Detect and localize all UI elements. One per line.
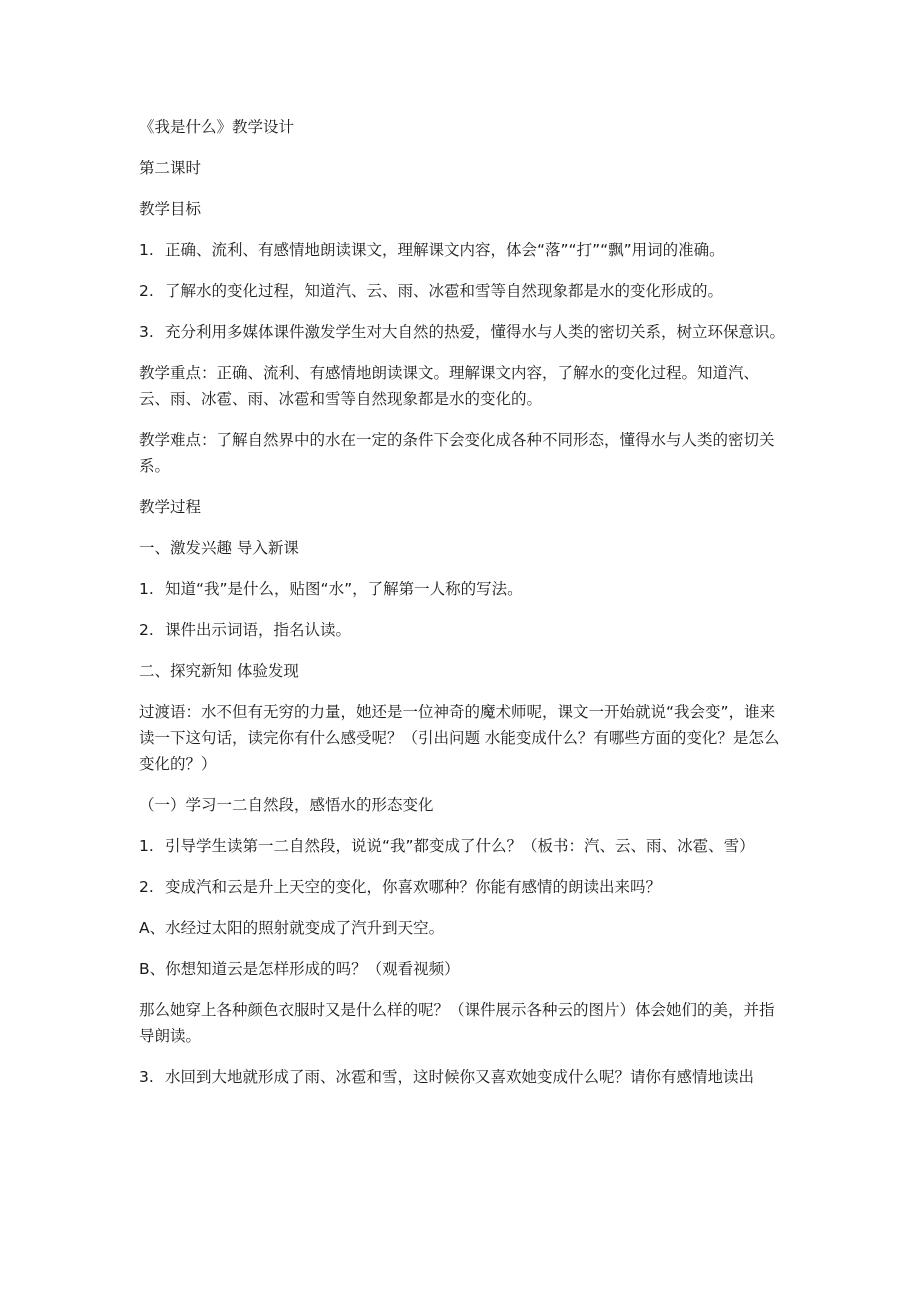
document-page [139, 114, 789, 1105]
clothes-text: 那么她穿上各种颜色衣服时又是什么样的呢？（课件展示各种云的图片）体会她们的美，并指导朗读。 [139, 1001, 775, 1045]
document-title: 《我是什么》教学设计 [139, 118, 295, 136]
goals-heading: 教学目标 [139, 200, 202, 218]
goal-number: 1. [139, 241, 154, 259]
difficulties: 教学难点：了解自然界中的水在一定的条件下会变化成各种不同形态，懂得水与人类的密切关系。 [139, 431, 775, 475]
list-item [139, 617, 789, 643]
item-text: 水回到大地就形成了雨、冰雹和雪，这时候你又喜欢她变成什么呢？请你有感情地读出 [165, 1068, 755, 1086]
item-number: 2. [139, 878, 154, 896]
goal-item [139, 319, 789, 345]
item-number: 2. [139, 621, 154, 639]
goal-number: 3. [139, 323, 154, 341]
key-points: 教学重点：正确、流利、有感情地朗读课文。理解课文内容，了解水的变化过程。知道汽、云、雨、冰雹、雨、冰雹和雪等自然现象都是水的变化的。 [139, 364, 760, 408]
list-item [139, 833, 789, 859]
item-text: 知道“我”是什么，贴图“水”，了解第一人称的写法。 [165, 580, 523, 598]
sub-heading: （一）学习一二自然段，感悟水的形态变化 [139, 796, 434, 814]
item-number: 3. [139, 1068, 154, 1086]
process-heading: 教学过程 [139, 498, 202, 516]
item-number: 1. [139, 837, 154, 855]
list-item [139, 1064, 789, 1090]
item-text: 课件出示词语，指名认读。 [165, 621, 352, 639]
item-number: 1. [139, 580, 154, 598]
goal-text: 充分利用多媒体课件激发学生对大自然的热爱，懂得水与人类的密切关系，树立环保意识。 [165, 323, 786, 341]
item-text: 引导学生读第一二自然段，说说“我”都变成了什么？（板书：汽、云、雨、冰雹、雪） [165, 837, 755, 855]
lesson-label: 第二课时 [139, 159, 202, 177]
point-b: B、你想知道云是怎样形成的吗？（观看视频） [139, 960, 460, 978]
list-item [139, 576, 789, 602]
transition-text: 过渡语：水不但有无穷的力量，她还是一位神奇的魔术师呢，课文一开始就说“我会变”，谁来读一下这句话，读完你有什么感受呢？（引出问题 水能变成什么？有哪些方面的变化？是怎么变化的？） [139, 703, 780, 773]
goal-text: 正确、流利、有感情地朗读课文，理解课文内容，体会“落”“打”“飘”用词的准确。 [165, 241, 725, 259]
goal-item [139, 237, 789, 263]
list-item [139, 874, 789, 900]
point-a: A、水经过太阳的照射就变成了汽升到天空。 [139, 919, 445, 937]
goal-item [139, 278, 789, 304]
item-text: 变成汽和云是升上天空的变化，你喜欢哪种？你能有感情的朗读出来吗？ [165, 878, 662, 896]
goal-number: 2. [139, 282, 154, 300]
section2-heading: 二、探究新知 体验发现 [139, 662, 299, 680]
goal-text: 了解水的变化过程，知道汽、云、雨、冰雹和雪等自然现象都是水的变化形成的。 [165, 282, 724, 300]
section1-heading: 一、激发兴趣 导入新课 [139, 539, 299, 557]
